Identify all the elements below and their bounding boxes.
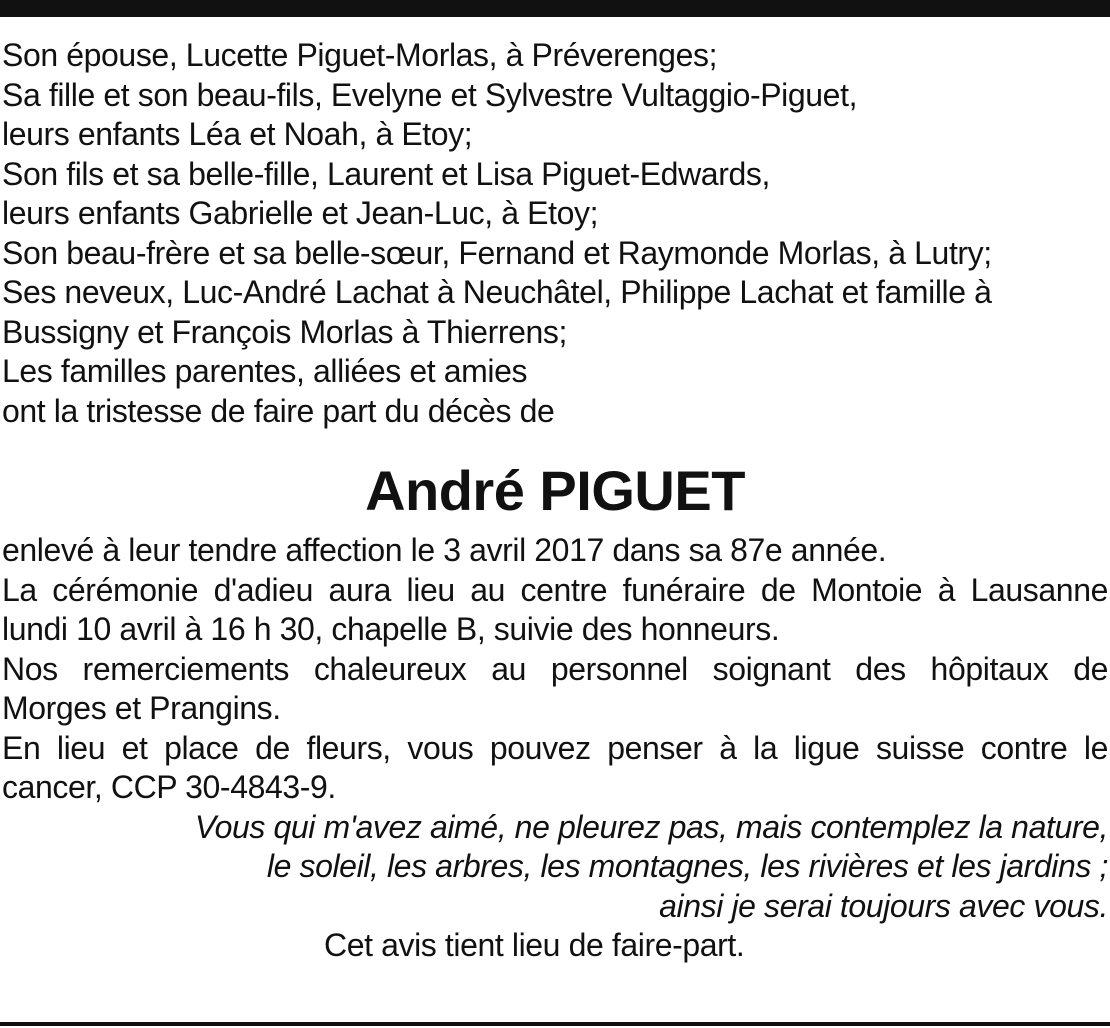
details-line: La cérémonie d'adieu aura lieu au centre funéraire de Montoie à Lausanne [2,571,1108,608]
poem-line: Vous qui m'avez aimé, ne pleurez pas, mais contemplez la nature, [194,808,1108,845]
details-line: enlevé à leur tendre affection le 3 avril 2017 dans sa 87e année. [2,532,887,568]
family-line: Les familles parentes, alliées et amies [2,353,528,389]
closing-note: Cet avis tient lieu de faire-part. [324,927,745,963]
details-line: En lieu et place de fleurs, vous pouvez penser à la ligue suisse contre le [2,729,1108,766]
poem-line: ainsi je serai toujours avec vous. [659,887,1108,924]
family-line: Bussigny et François Morlas à Thierrens; [2,313,567,350]
family-line: Son fils et sa belle-fille, Laurent et Lisa Piguet-Edwards, [2,155,770,192]
family-line: leurs enfants Léa et Noah, à Etoy; [2,116,473,152]
details-line: Morges et Prangins. [2,690,281,726]
top-rule [0,0,1110,17]
family-line: leurs enfants Gabrielle et Jean-Luc, à Etoy; [2,195,599,231]
family-line: Sa fille et son beau-fils, Evelyne et Sylvestre Vultaggio-Piguet, [2,76,858,113]
death-notice [2,36,1108,966]
family-line: ont la tristesse de faire part du décès de [2,392,555,429]
details-line: cancer, CCP 30-4843-9. [2,769,336,805]
poem-line: le soleil, les arbres, les montagnes, les rivières et les jardins ; [266,848,1108,884]
family-line: Son épouse, Lucette Piguet-Morlas, à Préverenges; [2,37,718,73]
details-line: lundi 10 avril à 16 h 30, chapelle B, suivie des honneurs. [2,611,780,647]
family-line: Ses neveux, Luc-André Lachat à Neuchâtel, Philippe Lachat et famille à [2,274,992,310]
family-line: Son beau-frère et sa belle-sœur, Fernand et Raymonde Morlas, à Lutry; [2,234,992,271]
deceased-name: André PIGUET [365,459,745,522]
details-line: Nos remerciements chaleureux au personnel soignant des hôpitaux de [2,650,1108,687]
bottom-rule [0,1022,1110,1026]
